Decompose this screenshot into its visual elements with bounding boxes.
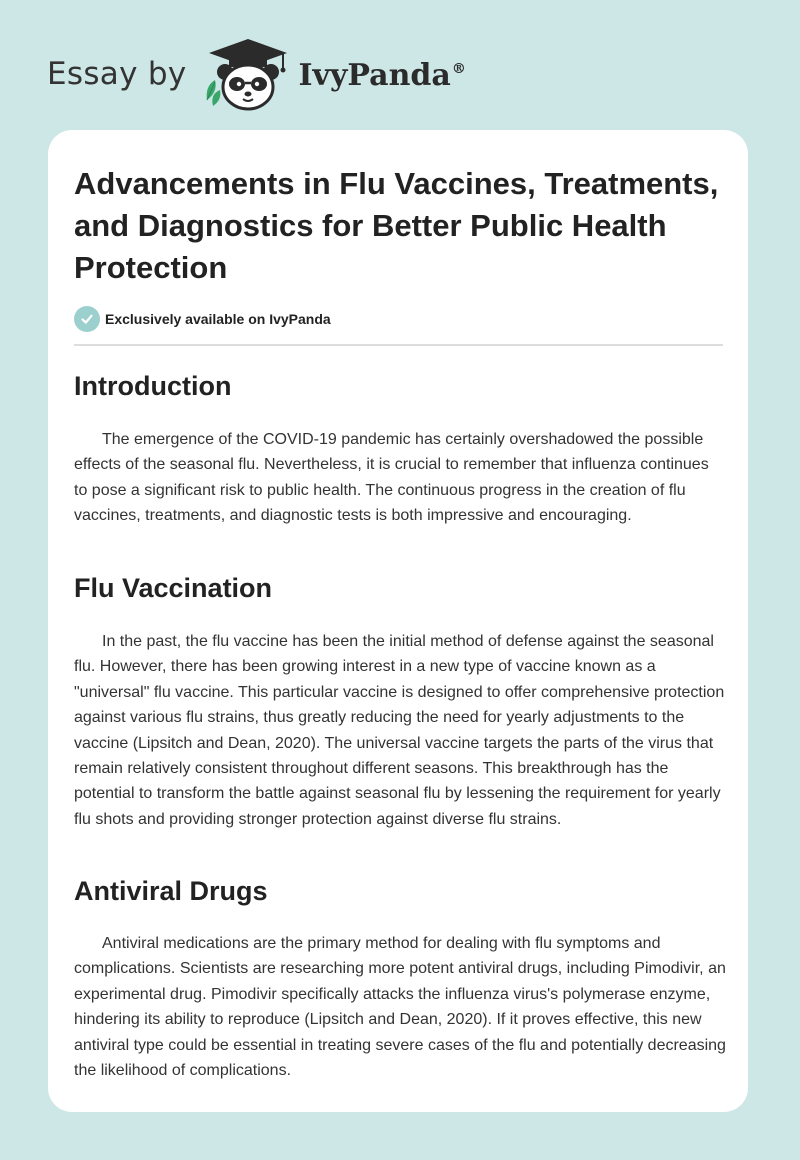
section-heading-introduction: Introduction xyxy=(74,371,232,401)
title-divider xyxy=(74,344,723,346)
site-header xyxy=(47,36,466,112)
section-body-flu-vaccination: In the past, the flu vaccine has been the initial method of defense against the seasonal flu. However, there has been growing interest in a new type of vaccine known as a "universal" flu vaccine. This particular vaccine is designed to offer comprehensive protection against various flu strains, thus greatly reducing the need for yearly adjustments to the vaccine (Lipsitch and Dean, 2020). The universal vaccine targets the parts of the virus that remain relatively consistent throughout different seasons. This breakthrough has the potential to transform the battle against seasonal flu by lessening the requirement for yearly flu shots and providing stronger protection against diverse flu strains. xyxy=(74,633,725,828)
essay-card xyxy=(48,130,748,1112)
essay-title: Advancements in Flu Vaccines, Treatments, and Diagnostics for Better Public Health Protection xyxy=(74,166,719,285)
brand-name xyxy=(298,58,466,93)
brand-text: IvyPanda xyxy=(298,58,451,93)
section-body-antiviral-drugs: Antiviral medications are the primary method for dealing with flu symptoms and complications. Scientists are researching more potent antiviral drugs, including Pimodivir, an experimental drug. Pimodivir specifically attacks the influenza virus's polymerase enzyme, hindering its ability to reproduce (Lipsitch and Dean, 2020). If it proves effective, this new antiviral type could be essential in treating severe cases of the flu and potentially decreasing the likelihood of complications. xyxy=(74,935,726,1080)
registered-mark: ® xyxy=(451,61,466,77)
panda-graduate-icon xyxy=(201,36,295,112)
section-heading-flu-vaccination: Flu Vaccination xyxy=(74,573,273,603)
essay-by-label: Essay by xyxy=(47,55,187,92)
exclusive-label: Exclusively available on IvyPanda xyxy=(105,311,331,327)
section-body-introduction: The emergence of the COVID-19 pandemic has certainly overshadowed the possible effects of the seasonal flu. Nevertheless, it is crucial to remember that influenza continues to pose a significant risk to public health. The continuous progress in the creation of flu vaccines, treatments, and diagnostic tests is both impressive and encouraging. xyxy=(74,431,709,525)
check-circle-icon xyxy=(74,306,100,332)
section-heading-antiviral-drugs: Antiviral Drugs xyxy=(74,876,268,906)
exclusive-badge xyxy=(74,306,331,332)
